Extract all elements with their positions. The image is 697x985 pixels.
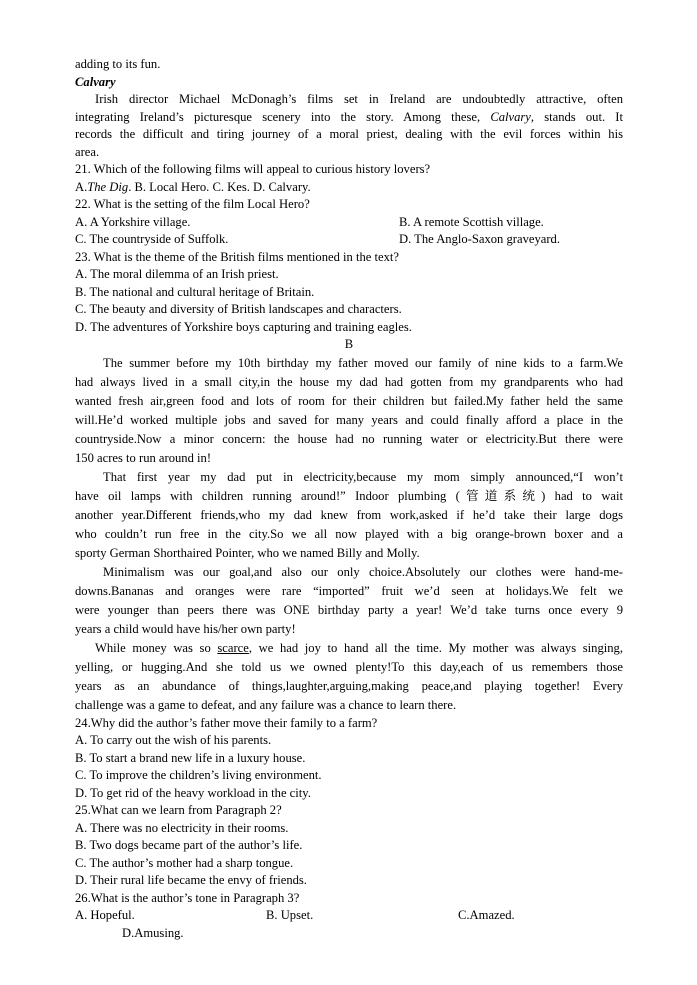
passage-line: years as an abundance of things,laughter,arguing,making peace,and playing together! Every xyxy=(75,678,623,693)
passage-line: 150 acres to run around in! xyxy=(75,450,212,465)
q26-option-d: D.Amusing. xyxy=(122,925,184,940)
passage-line: have oil lamps with children running around!” Indoor plumbing (管道系统) had to wait xyxy=(75,488,623,503)
passage-line: sporty German Shorthaired Pointer, who we named Billy and Molly. xyxy=(75,545,420,560)
passage-line: downs.Bananas and oranges were rare “imported” fruit we’d seen at holidays.We felt we xyxy=(75,583,623,598)
q21-options: A. The Dig . B. Local Hero. C. Kes. D. Calvary. xyxy=(75,179,311,194)
q23-option-b: B. The national and cultural heritage of Britain. xyxy=(75,284,315,299)
passage-line: were younger than peers there was ONE birthday party a year! We’d take turns once every 9 xyxy=(75,602,623,617)
passage-b-paragraph-4 xyxy=(75,639,623,715)
passage-line: will.He’d worked multiple jobs and saved for many years and could finally afford a place in the xyxy=(75,412,623,427)
passage-line: another year.Different friends,who my dad knew from work,asked if he’d take their large dogs xyxy=(75,507,623,522)
q26-stem: 26.What is the author’s tone in Paragraph 3? xyxy=(75,890,300,905)
exam-page xyxy=(75,56,623,942)
q23-option-c: C. The beauty and diversity of British landscapes and characters. xyxy=(75,302,402,316)
underlined-word-scarce: scarce xyxy=(217,640,249,655)
passage-line: had always lived in a small city,in the house my dad had gotten from my grandparents who had xyxy=(75,374,623,389)
q26-option-b: B. Upset. xyxy=(266,908,314,922)
q23-option-a: A. The moral dilemma of an Irish priest. xyxy=(75,267,279,281)
intro-tail-line: adding to its fun. xyxy=(75,57,161,71)
q22-option-d: D. The Anglo-Saxon graveyard. xyxy=(399,232,561,246)
passage-line: who couldn’t run free in the city.So we all now played with a big orange-brown boxer and a xyxy=(75,526,623,541)
q23-stem: 23. What is the theme of the British films mentioned in the text? xyxy=(75,249,399,264)
q22-stem: 22. What is the setting of the film Local Hero? xyxy=(75,197,310,211)
q23-option-d: D. The adventures of Yorkshire boys capturing and training eagles. xyxy=(75,319,412,334)
passage-line: The summer before my 10th birthday my father moved our family of nine kids to a farm.We xyxy=(103,355,623,370)
q25-option-a: A. There was no electricity in their rooms. xyxy=(75,820,289,835)
q25-stem: 25.What can we learn from Paragraph 2? xyxy=(75,803,282,817)
passage-line: wanted fresh air,green food and lots of room for their children but failed.My father held the same xyxy=(75,393,623,408)
passage-b xyxy=(75,354,623,715)
q26-options-row1 xyxy=(75,907,623,925)
passage-line: years a child would have his/her own party! xyxy=(75,621,296,636)
passage-text: While money was so xyxy=(95,640,218,655)
passage-line: challenge was a game to defeat, and any failure was a chance to learn there. xyxy=(75,697,457,712)
passage-text: , we had joy to hand all the time. My mother was always singing, xyxy=(248,640,623,655)
q26-option-c: C.Amazed. xyxy=(458,908,515,922)
q22-option-b: B. A remote Scottish village. xyxy=(399,214,544,229)
passage-line: That first year my dad put in electricity,because my mom simply announced,“I won’t xyxy=(103,469,623,484)
q25-option-d: D. Their rural life became the envy of friends. xyxy=(75,873,307,887)
q22-option-c: C. The countryside of Suffolk. xyxy=(75,232,229,246)
q24-option-c: C. To improve the children’s living environment. xyxy=(75,768,322,782)
calvary-heading: Calvary xyxy=(75,74,116,89)
q24-option-d: D. To get rid of the heavy workload in the city. xyxy=(75,785,311,800)
calvary-line: records the difficult and tiring journey of a moral priest, dealing with the evil forces within his xyxy=(75,127,623,141)
calvary-line: Irish director Michael McDonagh’s films set in Ireland are undoubtedly attractive, often xyxy=(95,92,623,106)
passage-line xyxy=(75,639,623,658)
passage-line: Minimalism was our goal,and also our only choice.Absolutely our clothes were hand-me- xyxy=(103,564,623,579)
passage-b-paragraph-3 xyxy=(75,563,623,639)
passage-b-paragraph-1 xyxy=(75,354,623,468)
calvary-paragraph xyxy=(75,91,623,161)
q22-options-row2 xyxy=(75,231,623,249)
q24-option-a: A. To carry out the wish of his parents. xyxy=(75,733,272,747)
q25-option-b: B. Two dogs became part of the author’s life. xyxy=(75,838,303,852)
q24-stem: 24.Why did the author’s father move their family to a farm? xyxy=(75,715,378,730)
passage-line: yelling, or hugging.And she told us we owned plenty!To this day,each of us remembers those xyxy=(75,659,623,674)
q22-option-a: A. A Yorkshire village. xyxy=(75,214,191,229)
q26-option-a: A. Hopeful. xyxy=(75,908,135,922)
passage-line: countryside.Now a minor concern: the house had no running water or electricity.But there were xyxy=(75,431,623,446)
q22-options-row1 xyxy=(75,214,623,232)
calvary-line: integrating Ireland’s picturesque scenery into the story. Among these, Calvary, stands out. It xyxy=(75,109,623,124)
q25-option-c: C. The author’s mother had a sharp tongue. xyxy=(75,855,294,870)
passage-b-paragraph-2 xyxy=(75,468,623,563)
section-b-label: B xyxy=(344,337,354,351)
q21-stem: 21. Which of the following films will appeal to curious history lovers? xyxy=(75,162,431,176)
calvary-line: area. xyxy=(75,144,100,159)
q24-option-b: B. To start a brand new life in a luxury house. xyxy=(75,750,306,765)
